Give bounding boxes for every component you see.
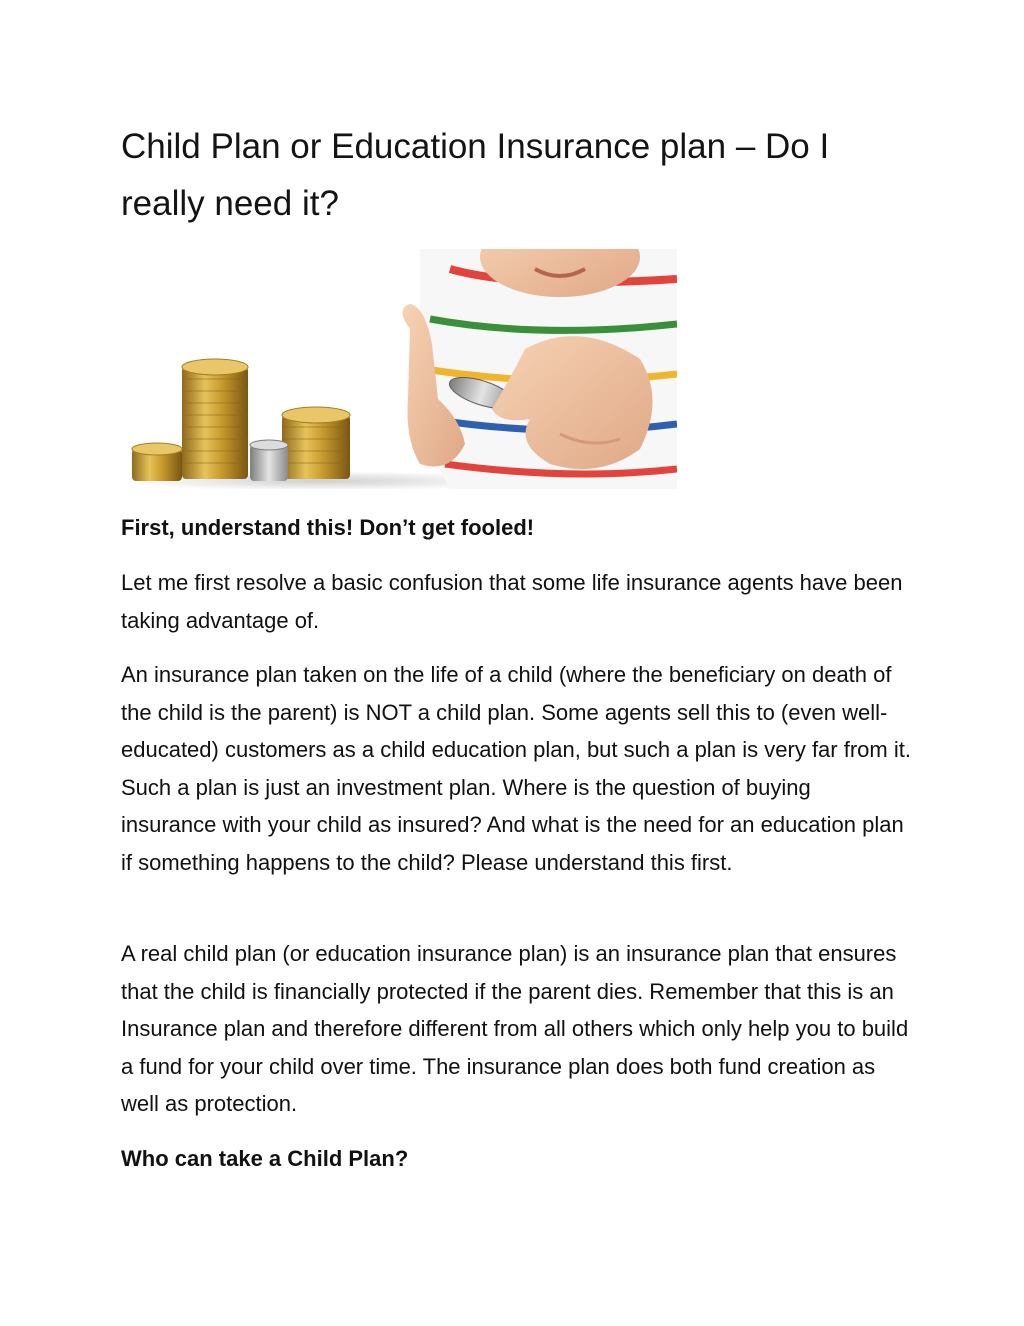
- paragraph-real-child-plan: A real child plan (or education insurance plan) is an insurance plan that ensures that the child is financially protected if the parent dies. Remember that this is an Insurance plan and therefore different from all others which only help you to build a fund for your child over time. The insurance plan does both fund creation as well as protection.: [121, 941, 909, 1116]
- section-heading-first: First, understand this! Don’t get fooled!: [121, 515, 535, 540]
- paragraph-not-child-plan: An insurance plan taken on the life of a child (where the beneficiary on death of the child is the parent) is NOT a child plan. Some agents sell this to (even well-educated) customers as a child education plan, but such a plan is very far from it. Such a plan is just an investment plan. Where is the question of buying insurance with your child as insured? And what is the need for an education plan if something happens to the child? Please understand this first.: [121, 662, 911, 875]
- section-heading-who: Who can take a Child Plan?: [121, 1146, 409, 1171]
- coins-and-child-hand-illustration: [120, 249, 677, 489]
- page-title: Child Plan or Education Insurance plan – Do I really need it?: [121, 127, 830, 223]
- paragraph-intro: Let me first resolve a basic confusion that some life insurance agents have been taking advantage of.: [121, 570, 903, 633]
